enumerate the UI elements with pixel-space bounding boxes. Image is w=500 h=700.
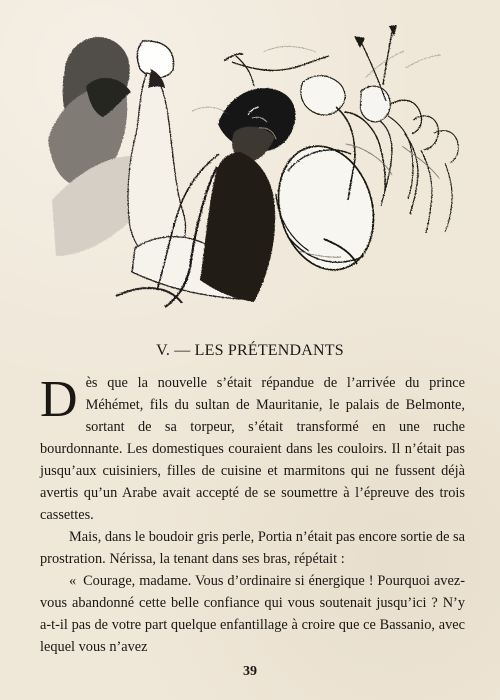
chapter-title: V. — LES PRÉTENDANTS xyxy=(156,342,344,359)
paragraph-3 xyxy=(40,570,465,658)
procession-illustration xyxy=(40,18,465,318)
page-number: 39 xyxy=(243,664,257,679)
opening-quote-mark: « xyxy=(69,573,77,589)
paragraph-2-text: Mais, dans le boudoir gris perle, Portia n’était pas encore sortie de sa prostration. Nérissa, la tenant dans ses bras, répétait : xyxy=(40,529,465,567)
chapter-body xyxy=(40,372,465,658)
paragraph-2 xyxy=(40,526,465,570)
paragraph-1-text: ès que la nouvelle s’était répandue de l’arrivée du prince Méhémet, fils du sultan de Mauritanie, le palais de Belmonte, sortant de sa torpeur, s’était transformé en une ruche bourdonnante. Les domestiques couraient dans les couloirs. Il n’était pas jusqu’aux cuisiniers, filles de cuisine et marmitons qui ne fussent déjà avertis qu’un Arabe avait accepté de se soumettre à l’épreuve des trois cassettes. xyxy=(40,375,465,523)
paragraph-3-text: Courage, madame. Vous d’ordinaire si énergique ! Pourquoi avez-vous abandonné cette belle confiance qui vous soutenait jusqu’ici ? N’y a-t-il pas de votre part quelque enfantillage à croire que ce Bassanio, avec lequel vous n’avez xyxy=(40,573,465,655)
paragraph-1 xyxy=(40,372,465,526)
drop-cap: D xyxy=(40,371,78,428)
